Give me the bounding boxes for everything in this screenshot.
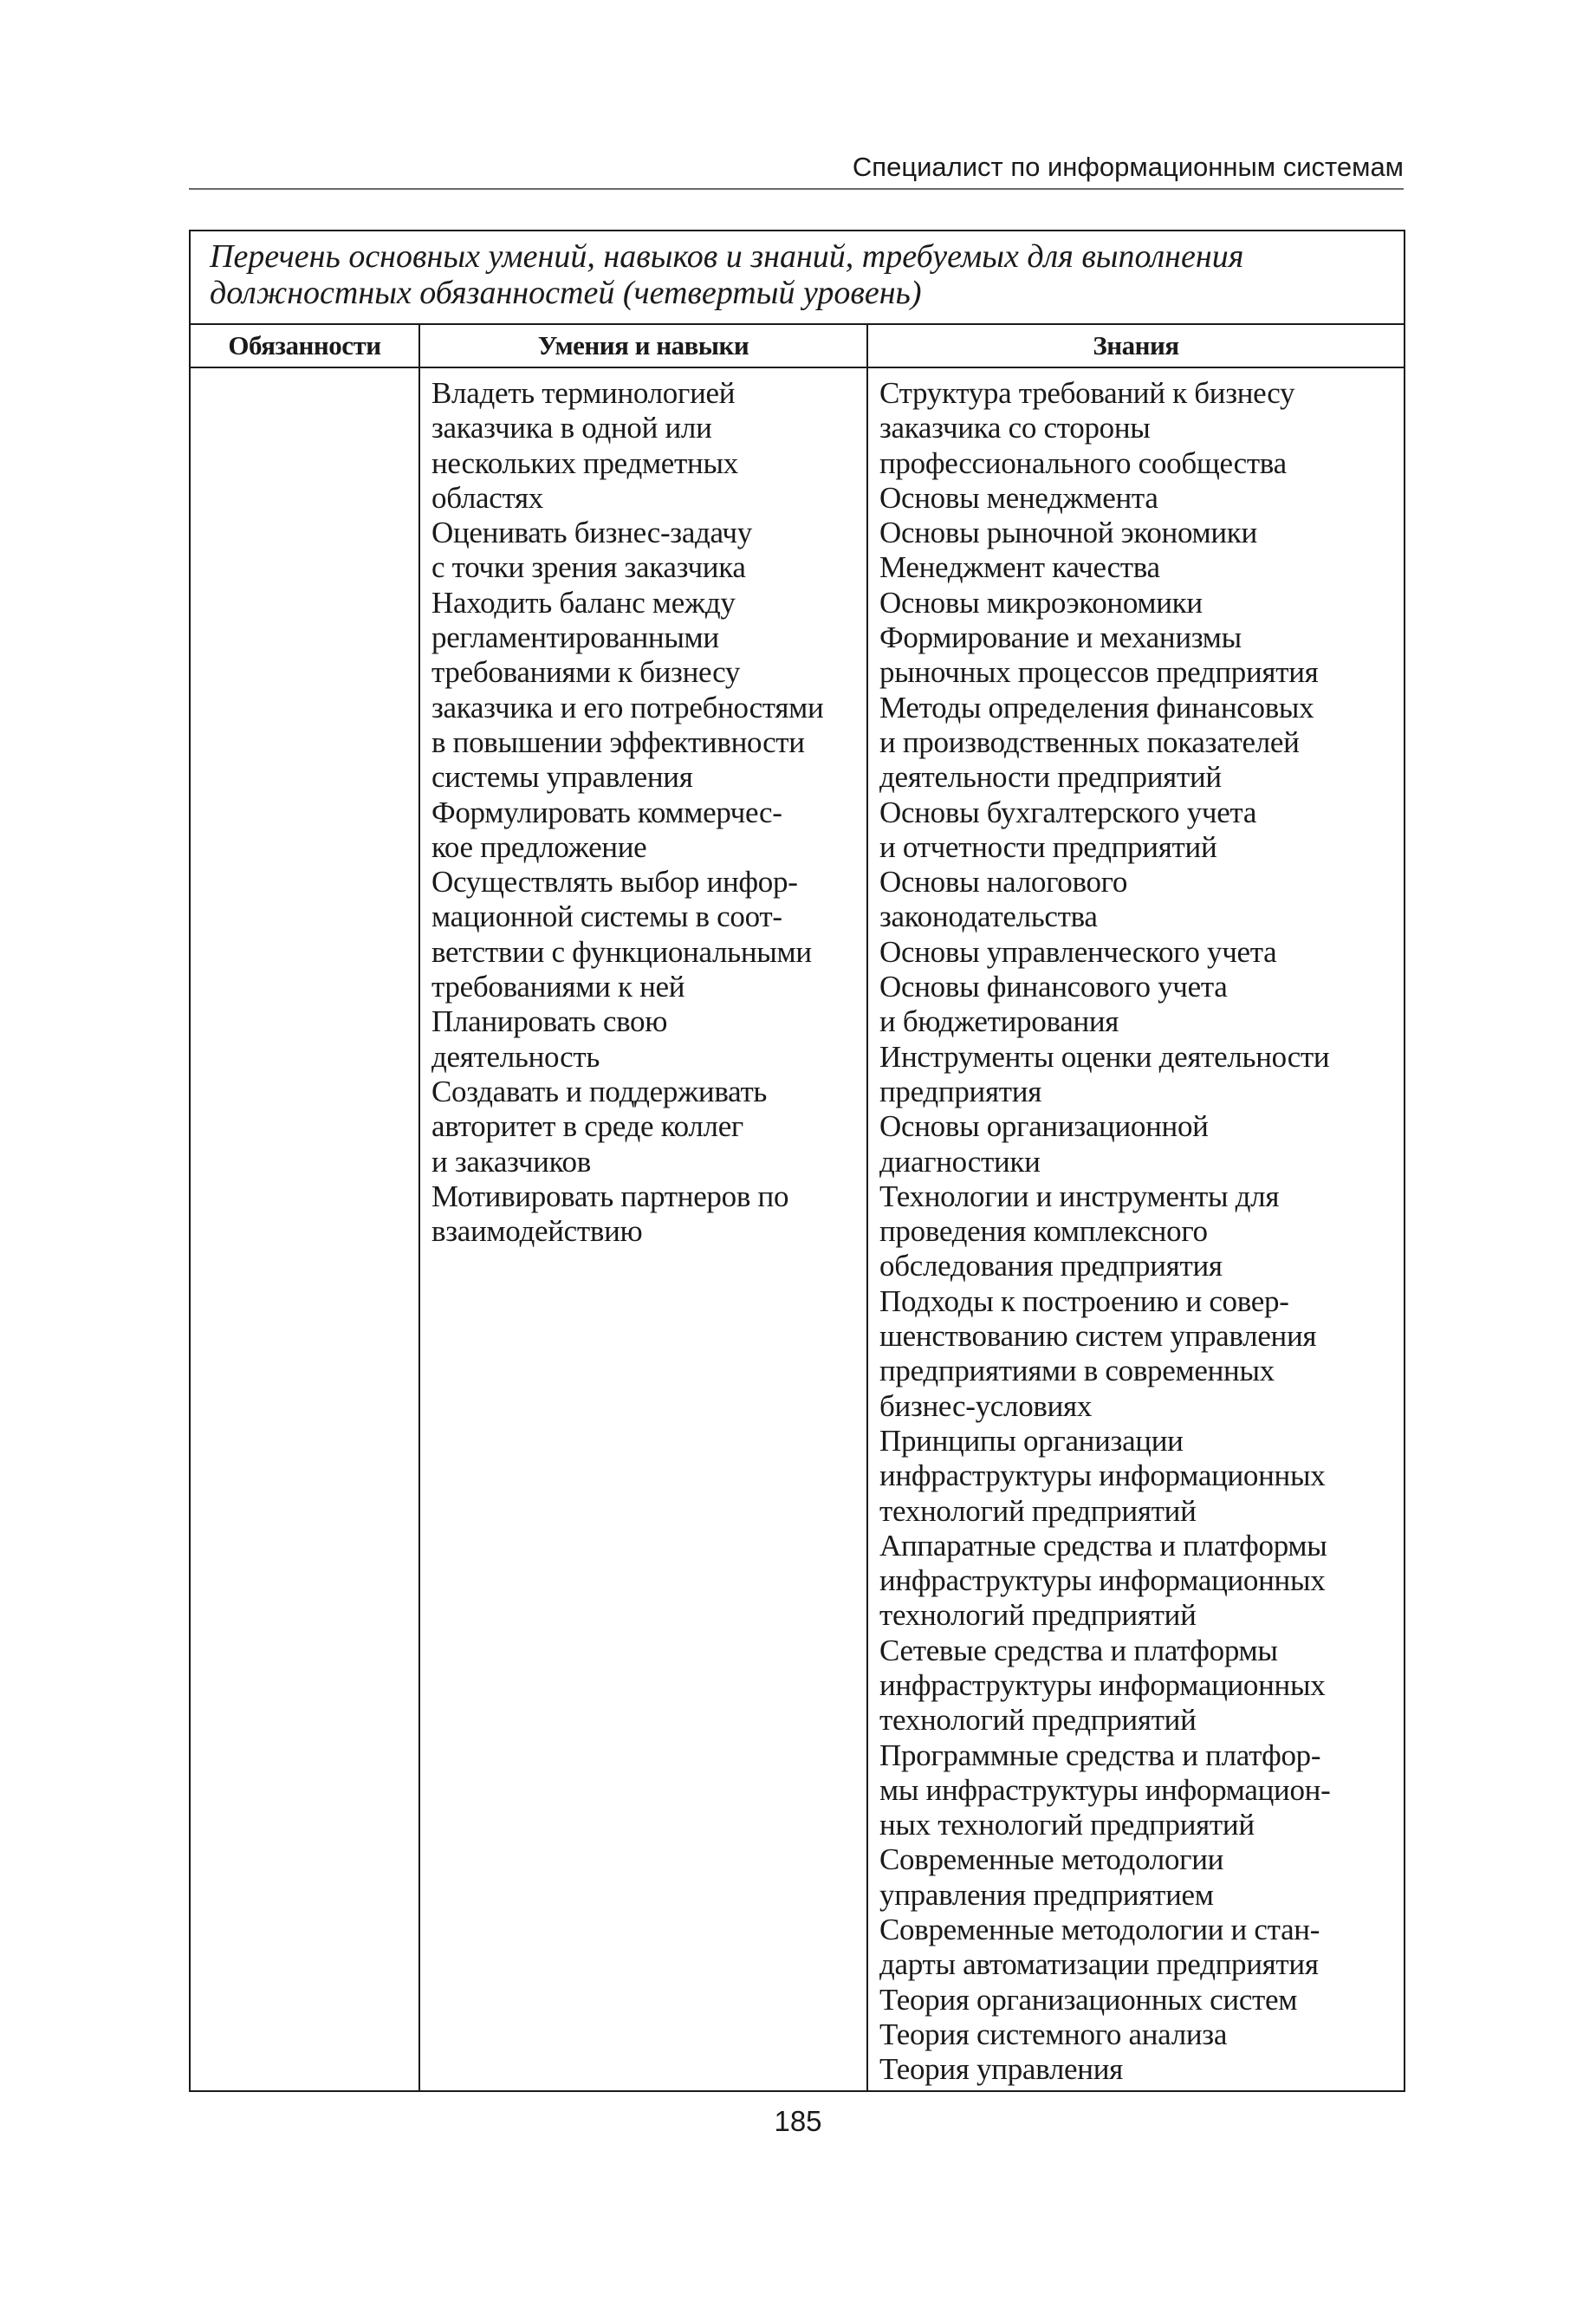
knowledge-line: технологий предприятий [879,1598,1197,1633]
knowledge-line: и отчетности предприятий [879,829,1217,864]
knowledge-line: технологий предприятий [879,1703,1197,1738]
skills-line: деятельность [431,1039,600,1074]
knowledge-line: Основы организационной [879,1109,1209,1144]
skills-line: требованиями к бизнесу [431,655,741,690]
knowledge-line: заказчика со стороны [879,411,1151,445]
knowledge-line: управления предприятием [879,1877,1214,1912]
knowledge-line: обследования предприятия [879,1249,1223,1283]
knowledge-line: проведения комплексного [879,1214,1208,1249]
knowledge-line: Основы микроэкономики [879,585,1203,620]
knowledge-cell [868,368,1404,2090]
knowledge-line: Современные методологии [879,1842,1224,1877]
duties-cell [191,368,420,2090]
knowledge-line: и бюджетирования [879,1004,1119,1039]
knowledge-line: Теория организационных систем [879,1982,1298,2017]
duties-list [191,368,418,376]
caption-line: Перечень основных умений, навыков и знаний, требуемых для выполнения [210,238,1244,275]
skills-line: Осуществлять выбор инфор- [431,865,798,900]
knowledge-line: Теория системного анализа [879,2017,1228,2051]
knowledge-line: Программные средства и платфор- [879,1738,1321,1772]
running-head: Специалист по информационным системам [189,150,1404,190]
skills-line: заказчика и его потребностями [431,690,824,724]
skills-line: Владеть терминологией [431,376,736,410]
knowledge-line: рыночных процессов предприятия [879,655,1319,690]
knowledge-line: ных технологий предприятий [879,1808,1255,1842]
knowledge-line: деятельности предприятий [879,760,1222,795]
knowledge-line: предприятия [879,1074,1041,1108]
skills-line: Находить баланс между [431,585,736,620]
knowledge-line: Основы налогового [879,865,1128,900]
knowledge-line: Принципы организации [879,1423,1184,1458]
skills-line: взаимодействию [431,1214,643,1249]
skills-line: Формулировать коммерчес- [431,795,782,829]
knowledge-line: мы инфраструктуры информацион- [879,1772,1331,1807]
skills-list [420,368,866,1249]
skills-line: нескольких предметных [431,445,738,480]
knowledge-line: шенствованию систем управления [879,1319,1317,1354]
knowledge-line: Подходы к построению и совер- [879,1283,1289,1318]
skills-line: с точки зрения заказчика [431,550,746,585]
knowledge-line: Формирование и механизмы [879,620,1242,655]
knowledge-line: бизнес-условиях [879,1388,1093,1423]
knowledge-line: Современные методологии и стан- [879,1913,1320,1947]
skills-cell [420,368,868,2090]
knowledge-line: Структура требований к бизнесу [879,376,1295,410]
knowledge-line: Основы рыночной экономики [879,516,1257,550]
knowledge-line: Основы финансового учета [879,970,1228,1004]
skills-line: заказчика в одной или [431,411,712,445]
skills-line: кое предложение [431,829,647,864]
skills-line: системы управления [431,760,693,795]
knowledge-line: Методы определения финансовых [879,690,1314,724]
knowledge-line: Теория управления [879,2052,1123,2087]
knowledge-line: Аппаратные средства и платформы [879,1528,1327,1563]
knowledge-line: предприятиями в современных [879,1354,1275,1388]
skills-line: регламентированными [431,620,719,655]
skills-line: Планировать свою [431,1004,668,1039]
knowledge-line: законодательства [879,900,1098,934]
knowledge-line: Основы управленческого учета [879,934,1277,969]
table-header-row [191,325,1404,368]
knowledge-line: Основы бухгалтерского учета [879,795,1257,829]
knowledge-line: технологий предприятий [879,1493,1197,1528]
table-body-row [191,368,1404,2090]
column-header-duties: Обязанности [191,325,420,367]
skills-line: ветствии с функциональными [431,934,812,969]
caption-line: должностных обязанностей (четвертый уровень) [210,275,922,311]
skills-line: областях [431,480,544,515]
knowledge-line: Инструменты оценки деятельности [879,1039,1330,1074]
competency-table [189,230,1405,2092]
knowledge-line: Сетевые средства и платформы [879,1633,1278,1667]
skills-line: Мотивировать партнеров по [431,1179,789,1213]
knowledge-list [868,368,1404,2088]
skills-line: Создавать и поддерживать [431,1074,768,1108]
skills-line: авторитет в среде коллег [431,1109,743,1144]
column-header-knowledge: Знания [1093,330,1179,361]
knowledge-line: инфраструктуры информационных [879,1667,1326,1702]
table-caption [191,231,1404,325]
knowledge-line: инфраструктуры информационных [879,1563,1326,1598]
knowledge-line: и производственных показателей [879,724,1300,759]
skills-line: мационной системы в соот- [431,900,782,934]
skills-line: и заказчиков [431,1144,591,1179]
knowledge-line: профессионального сообщества [879,445,1287,480]
knowledge-line: Менеджмент качества [879,550,1160,585]
knowledge-line: диагностики [879,1144,1041,1179]
knowledge-line: дарты автоматизации предприятия [879,1947,1319,1982]
knowledge-line: Основы менеджмента [879,480,1158,515]
knowledge-line: инфраструктуры информационных [879,1459,1326,1493]
skills-line: в повышении эффективности [431,724,805,759]
skills-line: требованиями к ней [431,970,685,1004]
column-header-skills: Умения и навыки [420,325,868,367]
knowledge-line: Технологии и инструменты для [879,1179,1280,1213]
skills-line: Оценивать бизнес-задачу [431,516,752,550]
page-number: 185 [774,2105,822,2137]
